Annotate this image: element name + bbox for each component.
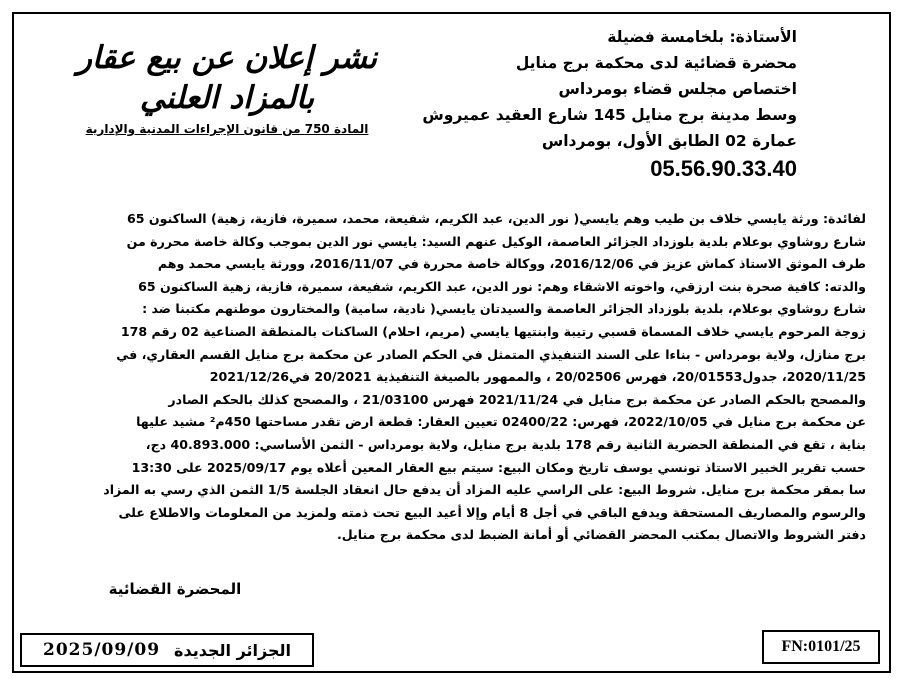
body-line: طرف الموثق الاستاذ كماش عزيز في 2016/12/06، ووكالة خاصة محررة في 2016/11/07، وورثة يايسي محمد وهم [157, 256, 866, 272]
body-line: شارع روشاوي بوعلام بلدية بلوزداد الجزائر العاصمة، الوكيل عنهم السيد: يايسي نور الدين بموجب وكالة خاصة محررة من [126, 233, 866, 249]
body-line: والمصحح بالحكم الصادر عن محكمة برج منايل في 2021/11/24 فهرس 21/03100 ، والمصحح كذلك بالحكم الصادر [168, 391, 866, 407]
notary-address-2: عمارة 02 الطابق الأول، بومرداس [541, 132, 797, 150]
notary-title: محضرة قضائية لدى محكمة برج منايل [515, 54, 797, 72]
body-line: زوجة المرحوم يايسي خلاف المسماة قسبي رتيبة وابنتيها يايسي (مريم، احلام) الساكنات بالمنطقة الصناعية 02 رقم 178 [120, 323, 866, 339]
notary-phone: 05.56.90.33.40 [650, 156, 797, 181]
body-line: حسب تقرير الخبير الاستاذ تونسي يوسف تاريخ ومكان البيع: سيتم بيع العقار المعين أعلاه يوم 2025/09/17 على 13:30 [131, 459, 866, 475]
body-line: بناية ، تقع في المنطقة الحضرية الثانية رقم 178 بلدية برج منايل، ولاية بومرداس - الثمن الأساسي: 40.893.000 دج، [145, 436, 866, 452]
body-line: والدته: كافية صحرة بنت ارزقي، واخوته الاشقاء وهم: نور الدين، عبد الكريم، شفيعة، سميرة، فازية، زهية الساكنون 65 [138, 278, 866, 294]
announcement-body [26, 208, 866, 547]
notary-header [422, 24, 797, 184]
body-line: لفائدة: ورثة يايسي خلاف بن طيب وهم يايسي( نور الدين، عبد الكريم، شفيعة، محمد، سميرة، فازية، زهية) الساكنون 65 [127, 211, 866, 226]
notary-address-1: وسط مدينة برج منايل 145 شارع العقيد عميروش [422, 106, 797, 124]
publication-date: 2025/09/09 [43, 640, 161, 660]
signature: المحضرة القضائية [108, 580, 242, 598]
announcement-title [62, 38, 392, 136]
newspaper-name: الجزائر الجديدة [174, 640, 291, 660]
body-line: سا بمقر محكمة برج منايل. شروط البيع: على الراسي عليه المزاد أن يدفع حال انعقاد الجلسة 1/5 الثمن الذي رسي به المزاد [103, 482, 866, 498]
title-line-1: نشر إعلان عن بيع عقار [76, 40, 378, 76]
body-line: عن محكمة برج منايل في 2022/10/05، فهرس: 02400/22 تعيين العقار: قطعة ارض تقدر مساحتها 450م² مشيد عليها [136, 414, 866, 430]
notary-jurisdiction: اختصاص مجلس قضاء بومرداس [558, 80, 797, 98]
body-line: والرسوم والمصاريف المستحقة ويدفع الباقي في أجل 8 أيام وإلا أعيد البيع تحت ذمته ولمزيد من المعلومات والاطلاع على [118, 504, 866, 520]
notary-name: الأستاذة: بلخامسة فضيلة [607, 28, 797, 46]
body-line: دفتر الشروط والاتصال بمكتب المحضر القضائي أو أمانة الضبط لدى محكمة برج منايل. [336, 527, 866, 543]
body-line: 2020/11/25، جدول20/01553، فهرس 20/02506 ، والممهور بالصيغة التنفيذية 20/2021 في2021/12/26 [209, 369, 866, 385]
reference-box: FN:0101/25 [762, 630, 880, 664]
body-line: برج منازل، ولاية بومرداس - بناءا على السند التنفيذي المتمثل في الحكم الصادر عن محكمة برج منايل القسم العقاري، في [116, 346, 866, 362]
title-line-2: بالمزاد العلني [139, 80, 315, 116]
legal-article: المادة 750 من قانون الإجراءات المدنية والإدارية [85, 122, 369, 136]
body-line: شارع روشاوي بوعلام، بلدية بلوزداد الجزائر العاصمة والسيدتان يايسي( نادية، سامية) والمختارون موطنهم مكتبنا ضد : [142, 301, 866, 317]
newspaper-box [20, 633, 314, 667]
